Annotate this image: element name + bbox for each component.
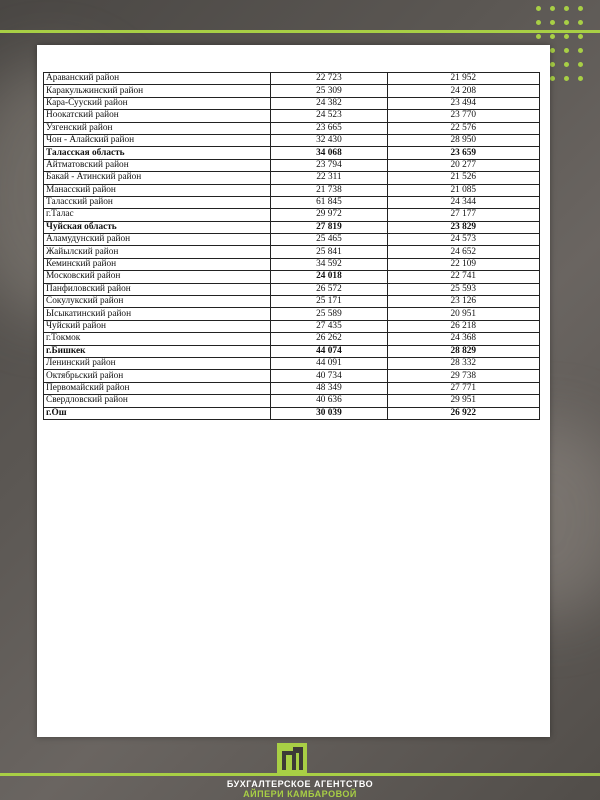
document-page [37,45,550,737]
value-cell: 23 829 [387,221,539,233]
region-name-cell: Ленинский район [44,357,271,369]
decorative-dot [578,6,583,11]
region-name-cell: Панфиловский район [44,283,271,295]
table-row [44,258,540,270]
table-row [44,345,540,357]
brand-name-line1: БУХГАЛТЕРСКОЕ АГЕНТСТВО [226,779,374,789]
decorative-dot [564,6,569,11]
region-name-cell: Чуйский район [44,320,271,332]
table-row [44,271,540,283]
table-row [44,308,540,320]
region-name-cell: Араванский район [44,73,271,85]
value-cell: 22 741 [387,271,539,283]
value-cell: 25 465 [271,234,387,246]
value-cell: 24 573 [387,234,539,246]
table-row [44,172,540,184]
value-cell: 28 950 [387,134,539,146]
value-cell: 26 572 [271,283,387,295]
decorative-dot [536,34,541,39]
value-cell: 24 382 [271,97,387,109]
region-name-cell: Узгенский район [44,122,271,134]
value-cell: 24 368 [387,333,539,345]
value-cell: 34 592 [271,258,387,270]
decorative-dot [550,76,555,81]
region-name-cell: Сокулукский район [44,296,271,308]
table-row [44,395,540,407]
decorative-dot [578,48,583,53]
region-name-cell: г.Бишкек [44,345,271,357]
region-name-cell: Каракульжинский район [44,85,271,97]
decorative-dot [550,6,555,11]
decorative-dot [550,20,555,25]
decorative-dot [564,34,569,39]
value-cell: 24 208 [387,85,539,97]
table-row [44,159,540,171]
value-cell: 23 659 [387,147,539,159]
value-cell: 26 218 [387,320,539,332]
value-cell: 22 311 [271,172,387,184]
value-cell: 29 738 [387,370,539,382]
value-cell: 28 332 [387,357,539,369]
table-row [44,221,540,233]
value-cell: 26 922 [387,407,539,419]
value-cell: 26 262 [271,333,387,345]
table-row [44,333,540,345]
decorative-dot [578,62,583,67]
value-cell: 27 177 [387,209,539,221]
value-cell: 24 523 [271,110,387,122]
brand-name-line2: АЙПЕРИ КАМБАРОВОЙ [243,789,357,799]
value-cell: 21 085 [387,184,539,196]
value-cell: 23 794 [271,159,387,171]
table-row [44,209,540,221]
region-name-cell: Бакай - Атинский район [44,172,271,184]
value-cell: 20 277 [387,159,539,171]
region-name-cell: Кеминский район [44,258,271,270]
value-cell: 27 819 [271,221,387,233]
value-cell: 61 845 [271,196,387,208]
bottom-accent-line [0,773,600,776]
value-cell: 23 126 [387,296,539,308]
table-row [44,382,540,394]
value-cell: 44 091 [271,357,387,369]
value-cell: 27 435 [271,320,387,332]
decorative-dot [550,48,555,53]
value-cell: 44 074 [271,345,387,357]
decorative-dot [550,34,555,39]
value-cell: 27 771 [387,382,539,394]
region-name-cell: Октябрьский район [44,370,271,382]
region-name-cell: Ысыкатинский район [44,308,271,320]
top-accent-line [0,30,600,33]
decorative-dot [578,76,583,81]
agency-logo-icon [277,743,307,773]
value-cell: 24 344 [387,196,539,208]
table-row [44,407,540,419]
table-row [44,196,540,208]
value-cell: 23 770 [387,110,539,122]
table-row [44,357,540,369]
value-cell: 21 952 [387,73,539,85]
region-name-cell: Чон - Алайский район [44,134,271,146]
table-row [44,122,540,134]
value-cell: 25 589 [271,308,387,320]
decorative-dot [564,62,569,67]
region-name-cell: Чуйская область [44,221,271,233]
value-cell: 22 723 [271,73,387,85]
value-cell: 28 829 [387,345,539,357]
table-row [44,296,540,308]
region-name-cell: Ноокатский район [44,110,271,122]
value-cell: 22 576 [387,122,539,134]
value-cell: 30 039 [271,407,387,419]
value-cell: 21 738 [271,184,387,196]
table-row [44,85,540,97]
region-name-cell: Аламудунский район [44,234,271,246]
decorative-dot [564,48,569,53]
decorative-dot [550,62,555,67]
table-row [44,73,540,85]
value-cell: 23 665 [271,122,387,134]
salary-table [43,72,540,420]
value-cell: 25 841 [271,246,387,258]
table-row [44,110,540,122]
region-name-cell: Жайылский район [44,246,271,258]
value-cell: 25 593 [387,283,539,295]
table-row [44,246,540,258]
value-cell: 23 494 [387,97,539,109]
table-row [44,134,540,146]
table-row [44,320,540,332]
decorative-dot [578,20,583,25]
region-name-cell: Московский район [44,271,271,283]
table-row [44,370,540,382]
value-cell: 20 951 [387,308,539,320]
value-cell: 24 652 [387,246,539,258]
decorative-dot [578,34,583,39]
region-name-cell: г.Ош [44,407,271,419]
value-cell: 40 734 [271,370,387,382]
region-name-cell: Таласская область [44,147,271,159]
region-name-cell: Кара-Сууский район [44,97,271,109]
region-name-cell: Таласский район [44,196,271,208]
value-cell: 29 972 [271,209,387,221]
decorative-dot [536,6,541,11]
decorative-dot [564,20,569,25]
table-row [44,234,540,246]
region-name-cell: Первомайский район [44,382,271,394]
decorative-dot [564,76,569,81]
value-cell: 21 526 [387,172,539,184]
region-name-cell: Свердловский район [44,395,271,407]
decorative-dot [536,20,541,25]
table-row [44,283,540,295]
value-cell: 22 109 [387,258,539,270]
value-cell: 32 430 [271,134,387,146]
table-row [44,97,540,109]
table-row [44,184,540,196]
value-cell: 25 309 [271,85,387,97]
value-cell: 48 349 [271,382,387,394]
value-cell: 24 018 [271,271,387,283]
region-name-cell: Манасский район [44,184,271,196]
region-name-cell: г.Талас [44,209,271,221]
value-cell: 25 171 [271,296,387,308]
region-name-cell: Айтматовский район [44,159,271,171]
value-cell: 40 636 [271,395,387,407]
region-name-cell: г.Токмок [44,333,271,345]
value-cell: 34 068 [271,147,387,159]
value-cell: 29 951 [387,395,539,407]
table-row [44,147,540,159]
